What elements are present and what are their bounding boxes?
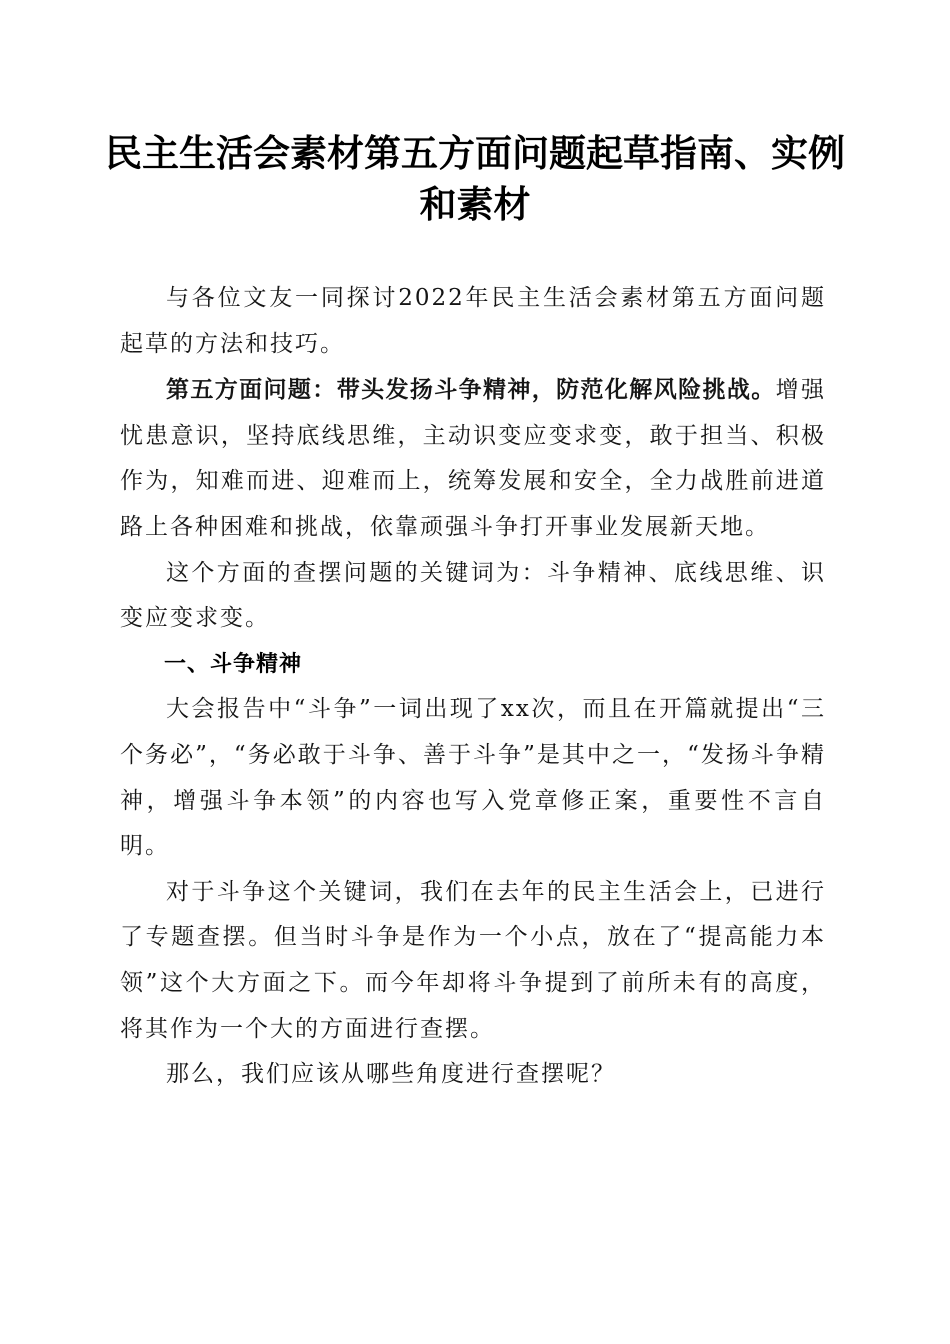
title-line-2: 和素材 xyxy=(419,182,531,226)
topic-body: 增强忧患意识，坚持底线思维，主动识变应变求变，敢于担当、积极作为，知难而进、迎难而上，统筹发展和安全，全力战胜前进道路上各种困难和挑战，依靠顽强斗争打开事业发展新天地。 xyxy=(120,377,827,540)
section-heading-struggle-spirit: 一、斗争精神 xyxy=(164,651,303,677)
section1-paragraph-1: 大会报告中“斗争”一词出现了xx次，而且在开篇就提出“三个务必”，“务必敢于斗争、善于斗争”是其中之一，“发扬斗争精神，增强斗争本领”的内容也写入党章修正案，重要性不言自明。 xyxy=(120,696,826,860)
topic-paragraph xyxy=(120,367,826,550)
intro-paragraph: 与各位文友一同探讨2022年民主生活会素材第五方面问题起草的方法和技巧。 xyxy=(120,285,826,357)
document-body xyxy=(120,276,826,1098)
title-line-1: 民主生活会素材第五方面问题起草指南、实例 xyxy=(105,131,845,175)
section1-paragraph-3: 那么，我们应该从哪些角度进行查摆呢？ xyxy=(166,1061,616,1088)
document-title xyxy=(100,128,850,230)
keywords-paragraph: 这个方面的查摆问题的关键词为：斗争精神、底线思维、识变应变求变。 xyxy=(120,559,826,632)
section1-paragraph-2: 对于斗争这个关键词，我们在去年的民主生活会上，已进行了专题查摆。但当时斗争是作为一个小点，放在了“提高能力本领”这个大方面之下。而今年却将斗争提到了前所未有的高度，将其作为一个大的方面进行查摆。 xyxy=(120,878,826,1042)
topic-lead: 第五方面问题：带头发扬斗争精神，防范化解风险挑战。 xyxy=(166,376,776,404)
